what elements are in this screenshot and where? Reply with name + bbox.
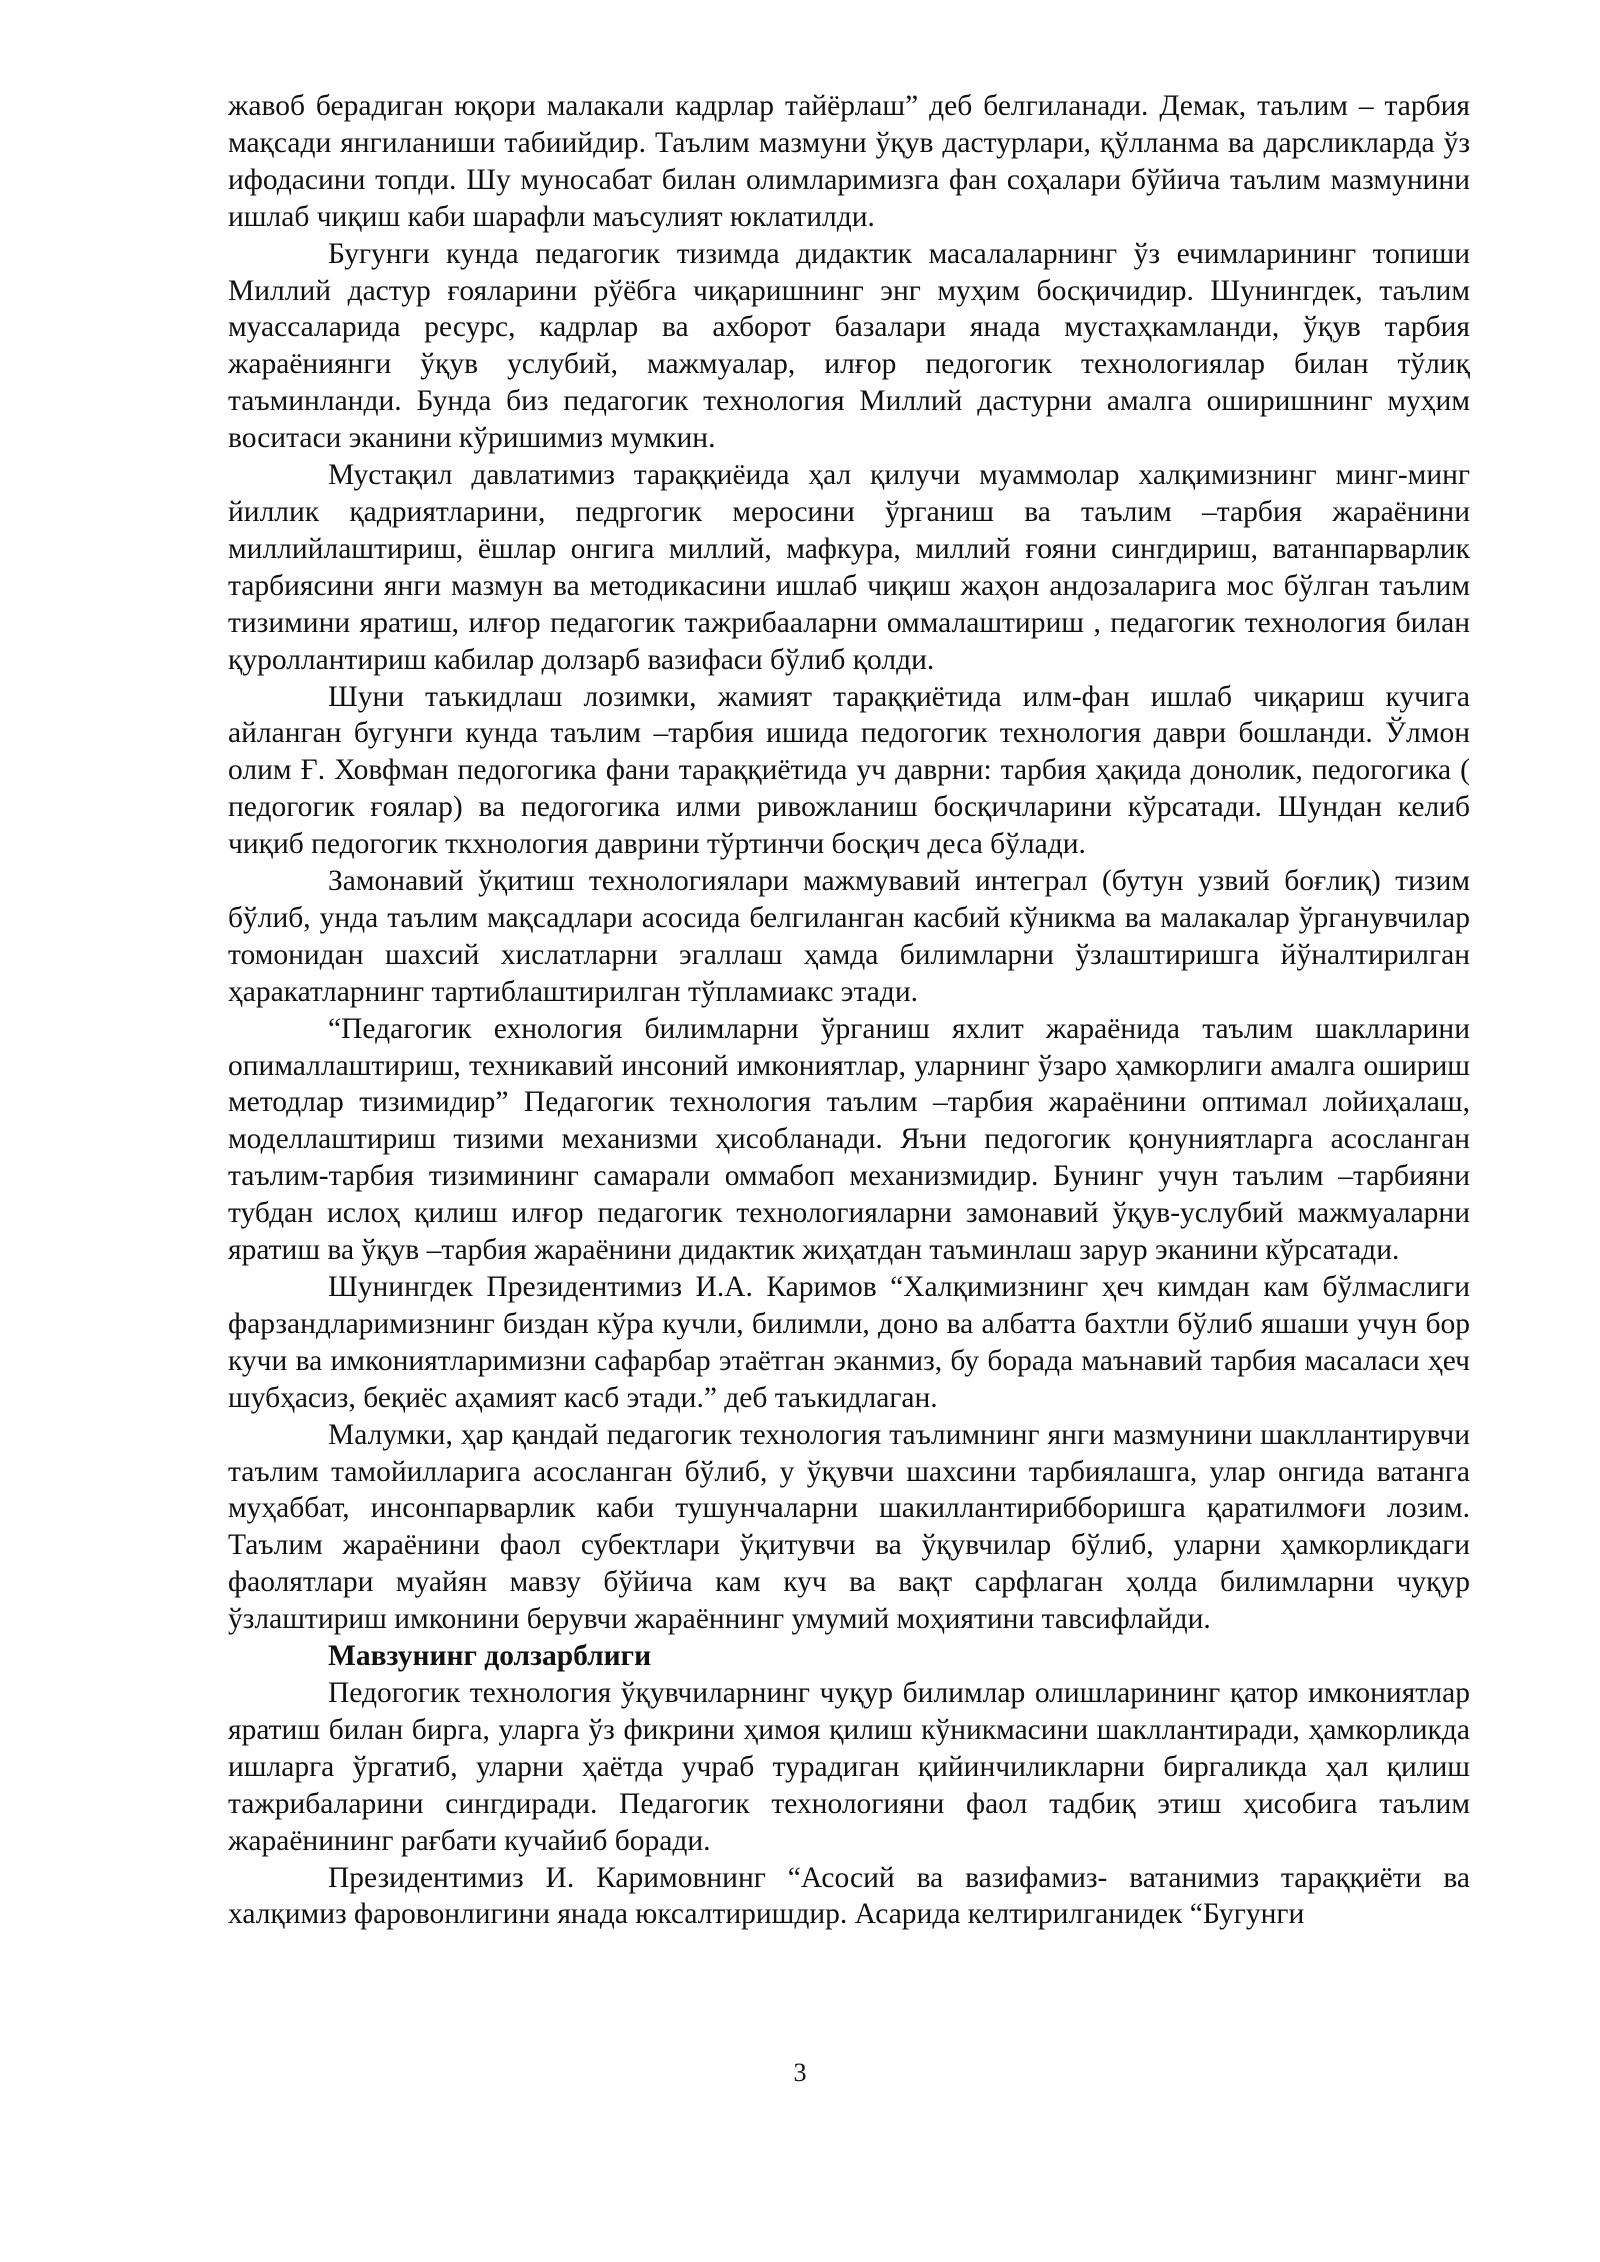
paragraph-8: Малумки, ҳар қандай педагогик технология таълимнинг янги мазмунини шакллантирувчи таълим тамойилларига асосланган бўлиб, у ўқувчи шахсини тарбиялашга, улар онгида ватанга муҳаббат, инсонпарварлик каби тушунчаларни шакиллантирибборишга қаратилмоғи лозим. Таълим жараёнини фаол субектлари ўқитувчи ва ўқувчилар бўлиб, уларни ҳамкорликдаги фаолятлари муайян мавзу бўйича кам куч ва вақт сарфлаган ҳолда билимларни чуқур ўзлаштириш имконини берувчи жараённинг умумий моҳиятини тавсифлайди.	[228, 1418, 1470, 1636]
paragraph-9: Педогогик технология ўқувчиларнинг чуқур билимлар олишларининг қатор имкониятлар яратиш билан бирга, уларга ўз фикрини ҳимоя қилиш кўникмасини шакллантиради, ҳамкорликда ишларга ўргатиб, уларни ҳаётда учраб турадиган қийинчиликларни биргаликда ҳал қилиш тажрибаларини сингдиради. Педагогик технологияни фаол тадбиқ этиш ҳисобига таълим жараёнининг рағбати кучайиб боради.	[228, 1676, 1470, 1857]
paragraph-10: Президентимиз И. Каримовнинг “Асосий ва вазифамиз- ватанимиз тараққиёти ва халқимиз фаровонлигини янада юксалтиришдир. Асарида келтирилганидек “Бугунги	[228, 1861, 1470, 1931]
document-page	[228, 88, 1470, 1933]
paragraph-6: “Педагогик ехнология билимларни ўрганиш яхлит жараёнида таълим шаклларини опималлаштириш, техникавий инсоний имкониятлар, уларнинг ўзаро ҳамкорлиги амалга ошириш методлар тизимидир” Педагогик технология таълим –тарбия жараёнини оптимал лойиҳалаш, моделлаштириш тизими механизми ҳисобланади. Яъни педогогик қонуниятларга асосланган таълим-тарбия тизимининг самарали оммабоп механизмидир. Бунинг учун таълим –тарбияни тубдан ислоҳ қилиш илғор педагогик технологияларни замонавий ўқув-услубий мажмуаларни яратиш ва ўқув –тарбия жараёнини дидактик жиҳатдан таъминлаш зарур эканини кўрсатади.	[228, 1012, 1470, 1267]
paragraph-5: Замонавий ўқитиш технологиялари мажмувавий интеграл (бутун узвий боғлиқ) тизим бўлиб, унда таълим мақсадлари асосида белгиланган касбий кўникма ва малакалар ўрганувчилар томонидан шахсий хислатларни эгаллаш ҳамда билимларни ўзлаштиришга йўналтирилган ҳаракатларнинг тартиблаштирилган тўпламиакс этади.	[228, 865, 1470, 1008]
page-number: 3	[793, 2058, 807, 2087]
paragraph-4: Шуни таъкидлаш лозимки, жамият тараққиётида илм-фан ишлаб чиқариш кучига айланган бугунги кунда таълим –тарбия ишида педогогик технология даври бошланди. Ўлмон олим Ғ. Ховфман педогогика фани тараққиётида уч даврни: тарбия ҳақида донолик, педогогика ( педогогик ғоялар) ва педогогика илми ривожланиш босқичларини кўрсатади. Шундан келиб чиқиб педогогик ткхнология даврини тўртинчи босқич деса бўлади.	[228, 680, 1470, 861]
paragraph-7: Шунингдек Президентимиз И.А. Каримов “Халқимизнинг ҳеч кимдан кам бўлмаслиги фарзандларимизнинг биздан кўра кучли, билимли, доно ва албатта бахтли бўлиб яшаши учун бор кучи ва имкониятларимизни сафарбар этаётган эканмиз, бу борада маънавий тарбия масаласи ҳеч шубҳасиз, беқиёс аҳамият касб этади.” деб таъкидлаган.	[228, 1271, 1470, 1414]
paragraph-3: Мустақил давлатимиз тараққиёида ҳал қилучи муаммолар халқимизнинг минг-минг йиллик қадриятларини, педргогик меросини ўрганиш ва таълим –тарбия жараёнини миллийлаштириш, ёшлар онгига миллий, мафкура, миллий ғояни сингдириш, ватанпарварлик тарбиясини янги мазмун ва методикасини ишлаб чиқиш жаҳон андозаларига мос бўлган таълим тизимини яратиш, илғор педагогик тажрибааларни оммалаштириш , педагогик технология билан қуроллантириш кабилар долзарб вазифаси бўлиб қолди.	[228, 459, 1470, 676]
paragraph-1: жавоб берадиган юқори малакали кадрлар тайёрлаш” деб белгиланади. Демак, таълим – тарбия мақсади янгиланиши табиийдир. Таълим мазмуни ўқув дастурлари, қўлланма ва дарсликларда ўз ифодасини топди. Шу муносабат билан олимларимизга фан соҳалари бўйича таълим мазмунини ишлаб чиқиш каби шарафли маъсулият юклатилди.	[228, 90, 1470, 233]
paragraph-2: Бугунги кунда педагогик тизимда дидактик масалаларнинг ўз ечимларининг топиши Миллий дастур ғояларини рўёбга чиқаришнинг энг муҳим босқичидир. Шунингдек, таълим муассаларида ресурс, кадрлар ва ахборот базалари янада мустаҳкамланди, ўқув тарбия жараёниянги ўқув услубий, мажмуалар, илғор педогогик технологиялар билан тўлиқ таъминланди. Бунда биз педагогик технология Миллий дастурни амалга оширишнинг муҳим воситаси эканини кўришимиз мумкин.	[228, 237, 1470, 455]
section-heading: Мавзунинг долзарблиги	[328, 1640, 652, 1673]
